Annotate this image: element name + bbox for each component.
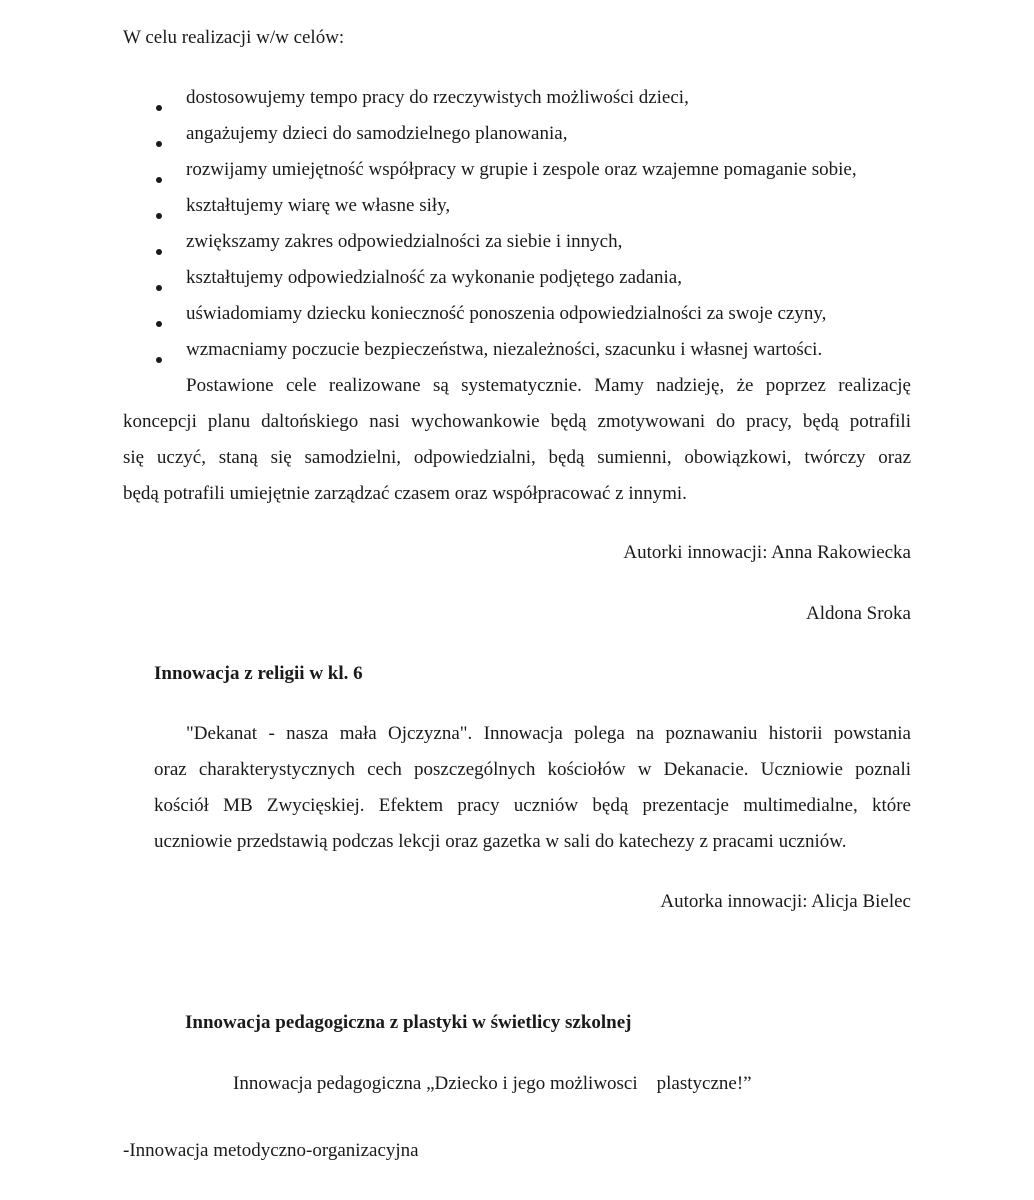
paragraph-line: koncepcji planu daltońskiego nasi wychowankowie będą zmotywowani do pracy, będą potrafili [123,411,911,432]
list-item: uświadomiamy dziecku konieczność ponoszenia odpowiedzialności za swoje czyny, [186,303,827,324]
bullet-icon [156,321,162,327]
paragraph-line: oraz charakterystycznych cech poszczególnych kościołów w Dekanacie. Uczniowie poznali [154,759,911,780]
bullet-icon [156,357,162,363]
paragraph-line: będą potrafili umiejętnie zarządzać czasem oraz współpracować z innymi. [123,483,687,504]
paragraph-line: "Dekanat - nasza mała Ojczyzna". Innowacja polega na poznawaniu historii powstania [186,723,911,744]
list-item: zwiększamy zakres odpowiedzialności za siebie i innych, [186,231,623,252]
paragraph-line: Postawione cele realizowane są systematycznie. Mamy nadzieję, że poprzez realizację [186,375,911,396]
list-item: rozwijamy umiejętność współpracy w grupie i zespole oraz wzajemne pomaganie sobie, [186,159,857,180]
section-heading: Innowacja pedagogiczna z plastyki w świetlicy szkolnej [185,1012,632,1033]
bullet-icon [156,105,162,111]
list-item: kształtujemy odpowiedzialność za wykonanie podjętego zadania, [186,267,682,288]
bullet-icon [156,249,162,255]
list-item: wzmacniamy poczucie bezpieczeństwa, niezależności, szacunku i własnej wartości. [186,339,823,360]
intro-text: W celu realizacji w/w celów: [123,27,345,48]
section-heading: Innowacja z religii w kl. 6 [154,663,363,684]
author-line: Autorki innowacji: Anna Rakowiecka [623,542,911,563]
bullet-icon [156,177,162,183]
list-item: angażujemy dzieci do samodzielnego planowania, [186,123,568,144]
innovation-type: -Innowacja metodyczno-organizacyjna [123,1140,419,1161]
paragraph-line: uczniowie przedstawią podczas lekcji oraz gazetka w sali do katechezy z pracami uczniów. [154,831,847,852]
bullet-icon [156,213,162,219]
list-item: kształtujemy wiarę we własne siły, [186,195,451,216]
paragraph-line: kościół MB Zwycięskiej. Efektem pracy uczniów będą prezentacje multimedialne, które [154,795,911,816]
list-item: dostosowujemy tempo pracy do rzeczywistych możliwości dzieci, [186,87,689,108]
author-line: Autorka innowacji: Alicja Bielec [660,891,911,912]
section-subtitle: Innowacja pedagogiczna „Dziecko i jego możliwosci plastyczne!” [233,1073,752,1094]
author-line: Aldona Sroka [805,603,911,624]
bullet-icon [156,141,162,147]
paragraph-line: się uczyć, staną się samodzielni, odpowiedzialni, będą sumienni, obowiązkowi, twórczy oraz [123,447,911,468]
bullet-icon [156,285,162,291]
